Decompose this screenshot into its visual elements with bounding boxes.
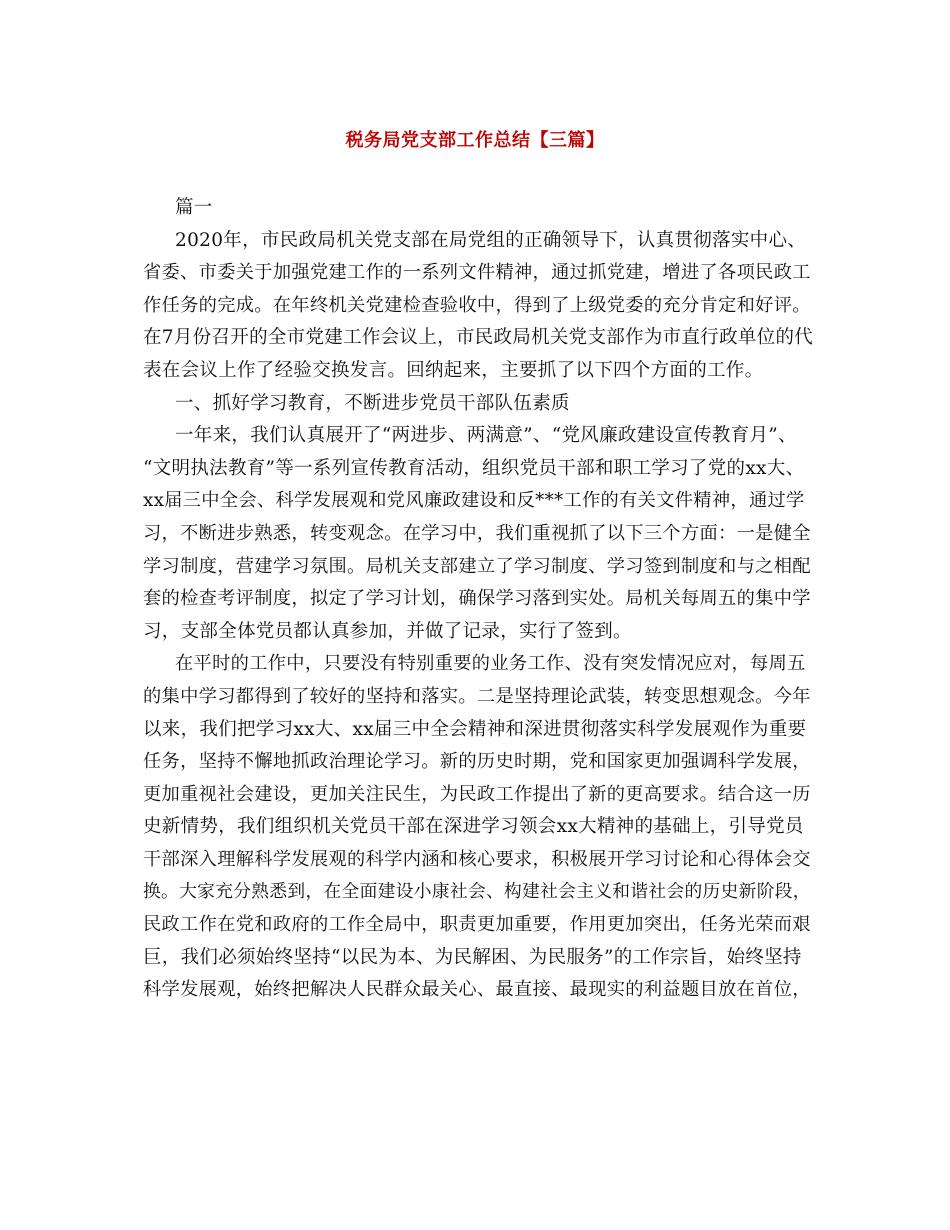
text-line: 表在会议上作了经验交换发言。回纳起来，主要抓了以下四个方面的工作。: [143, 359, 764, 381]
text-line: “文明执法教育”等一系列宣传教育活动，组织党员干部和职工学习了党的xx大、: [143, 457, 805, 479]
text-line: 篇一: [175, 197, 213, 218]
text-line: xx届三中全会、科学发展观和党风廉政建设和反***工作的有关文件精神，通过学: [143, 490, 805, 512]
text-line: 在平时的工作中，只要没有特别重要的业务工作、没有突发情况应对，每周五: [175, 653, 806, 675]
text-line: 干部深入理解科学发展观的科学内涵和核心要求，积极展开学习讨论和心得体会交: [143, 848, 811, 870]
text-line: 一、抓好学习教育，不断进步党员干部队伍素质: [175, 392, 570, 414]
text-line: 的集中学习都得到了较好的坚持和落实。二是坚持理论武装，转变思想观念。今年: [143, 685, 811, 707]
text-line: 任务，坚持不懈地抓政治理论学习。新的历史时期，党和国家更加强调科学发展，: [143, 751, 811, 773]
text-line: 史新情势，我们组织机关党员干部在深进学习领会xx大精神的基础上，引导党员: [143, 816, 804, 838]
text-line: 以来，我们把学习xx大、xx届三中全会精神和深进贯彻落实科学发展观作为重要: [143, 718, 807, 740]
text-line: 民政工作在党和政府的工作全局中，职责更加重要，作用更加突出，任务光荣而艰: [143, 914, 811, 936]
text-line: 作任务的完成。在年终机关党建检查验收中，得到了上级党委的充分肯定和好评。: [143, 294, 811, 316]
text-line: 科学发展观，始终把解决人民群众最关心、最直接、最现实的利益题目放在首位，: [143, 979, 811, 1001]
text-line: 学习制度，营建学习氛围。局机关支部建立了学习制度、学习签到制度和与之相配: [143, 555, 811, 577]
text-line: 习，支部全体党员都认真参加，并做了记录，实行了签到。: [143, 620, 632, 642]
text-line: 巨，我们必须始终坚持“以民为本、为民解困、为民服务”的工作宗旨，始终坚持: [143, 946, 802, 968]
text-line: 更加重视社会建设，更加关注民生，为民政工作提出了新的更高要求。结合这一历: [143, 783, 811, 805]
text-line: 2020年，市民政局机关党支部在局党组的正确领导下，认真贯彻落实中心、: [175, 229, 807, 251]
document-body: [143, 192, 813, 1007]
text-line: 套的检查考评制度，拟定了学习计划，确保学习落到实处。局机关每周五的集中学: [143, 588, 811, 610]
document-title: 税务局党支部工作总结【三篇】: [345, 130, 605, 151]
text-line: 一年来，我们认真展开了“两进步、两满意”、“党风廉政建设宣传教育月”、: [175, 425, 797, 447]
text-line: 习，不断进步熟悉，转变观念。在学习中，我们重视抓了以下三个方面：一是健全: [143, 522, 811, 544]
text-line: 换。大家充分熟悉到，在全面建设小康社会、构建社会主义和谐社会的历史新阶段，: [143, 882, 811, 903]
text-line: 在7月份召开的全市党建工作会议上，市民政局机关党支部作为市直行政单位的代: [143, 327, 814, 349]
text-line: 省委、市委关于加强党建工作的一系列文件精神，通过抓党建，增进了各项民政工: [143, 262, 811, 284]
